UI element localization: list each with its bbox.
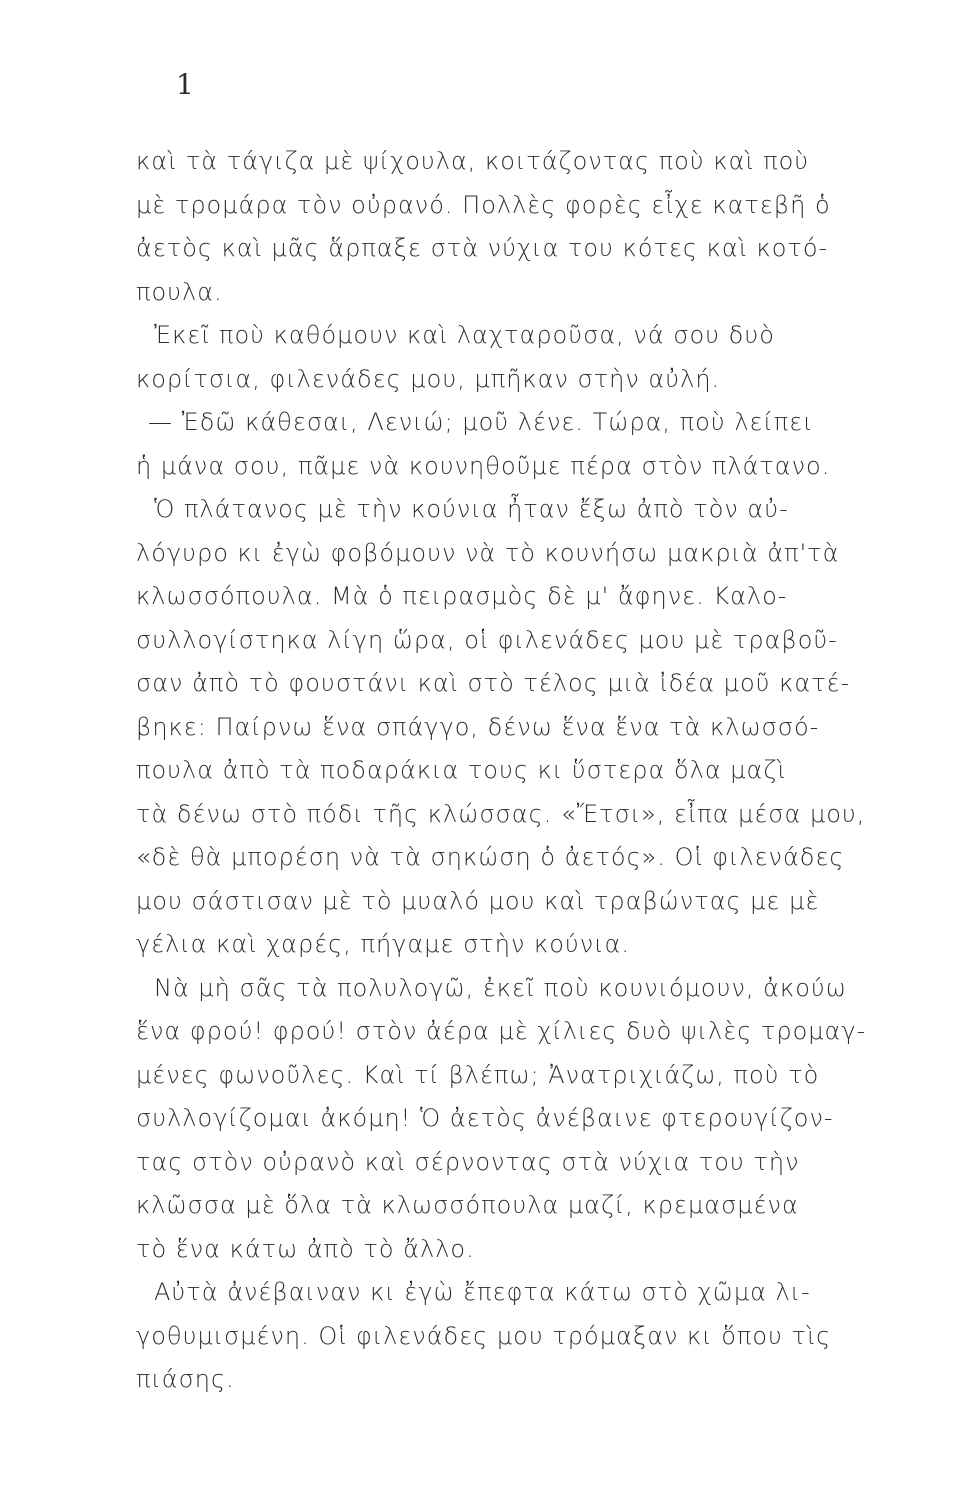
text-line: τας στὸν οὐρανὸ καὶ σέρνοντας στὰ νύχια του τὴν xyxy=(136,1147,800,1176)
text-line: συλλογίζομαι ἀκόμη! Ὁ ἀετὸς ἀνέβαινε φτερουγίζον- xyxy=(136,1104,834,1132)
text-line: Αὐτὰ ἀνέβαιναν κι ἐγὼ ἔπεφτα κάτω στὸ χῶμα λι- xyxy=(154,1278,811,1306)
text-line: ἡ μάνα σου, πᾶμε νὰ κουνηθοῦμε πέρα στὸν πλάτανο. xyxy=(136,451,831,480)
text-line: γέλια καὶ χαρές, πήγαμε στὴν κούνια. xyxy=(136,930,630,958)
text-line: κορίτσια, φιλενάδες μου, μπῆκαν στὴν αὐλή. xyxy=(136,364,721,393)
text-line: ἀετὸς καὶ μᾶς ἅρπαξε στὰ νύχια του κότες καὶ κοτό- xyxy=(136,234,829,262)
text-line: μὲ τρομάρα τὸν οὐρανό. Πολλὲς φορὲς εἶχε κατεβῆ ὁ xyxy=(136,190,831,219)
text-line: ἕνα φρού! φρού! στὸν ἀέρα μὲ χίλιες δυὸ ψιλὲς τρομαγ- xyxy=(136,1017,867,1045)
text-line: καὶ τὰ τάγιζα μὲ ψίχουλα, κοιτάζοντας ποὺ καὶ ποὺ xyxy=(136,147,810,175)
text-line: μένες φωνοῦλες. Καὶ τί βλέπω; Ἀνατριχιάζω, ποὺ τὸ xyxy=(136,1060,820,1089)
text-line: — Ἐδῶ κάθεσαι, Λενιώ; μοῦ λένε. Τώρα, ποὺ λείπει xyxy=(148,408,814,436)
text-line: λόγυρο κι ἐγὼ φοβόμουν νὰ τὸ κουνήσω μακριὰ ἀπ'τὰ xyxy=(136,538,840,567)
text-line: κλωσσόπουλα. Μὰ ὁ πειρασμὸς δὲ μ' ἄφηνε. Καλο- xyxy=(136,582,788,610)
text-line: βηκε: Παίρνω ἕνα σπάγγο, δένω ἕνα ἕνα τὰ κλωσσό- xyxy=(136,712,820,741)
text-line: πουλα. xyxy=(136,277,223,306)
text-line: «δὲ θὰ μπορέση νὰ τὰ σηκώση ὁ ἀετός». Οἱ φιλενάδες xyxy=(136,843,845,871)
text-line: τὸ ἕνα κάτω ἀπὸ τὸ ἄλλο. xyxy=(136,1234,475,1263)
text-line: σαν ἀπὸ τὸ φουστάνι καὶ στὸ τέλος μιὰ ἰδέα μοῦ κατέ- xyxy=(136,669,851,697)
text-line: Ἐκεῖ ποὺ καθόμουν καὶ λαχταροῦσα, νά σου δυὸ xyxy=(154,321,775,349)
text-line: μου σάστισαν μὲ τὸ μυαλό μου καὶ τραβώντας με μὲ xyxy=(136,886,820,915)
text-line: γοθυμισμένη. Οἱ φιλενάδες μου τρόμαξαν κι ὅπου τὶς xyxy=(136,1321,832,1350)
text-line: κλῶσσα μὲ ὅλα τὰ κλωσσόπουλα μαζί, κρεμασμένα xyxy=(136,1191,799,1219)
text-line: πιάσης. xyxy=(136,1365,235,1393)
body-text xyxy=(136,140,916,1402)
text-line: συλλογίστηκα λίγη ὥρα, οἱ φιλενάδες μου μὲ τραβοῦ- xyxy=(136,625,838,654)
text-line: πουλα ἀπὸ τὰ ποδαράκια τους κι ὕστερα ὅλα μαζὶ xyxy=(136,756,787,784)
page-number: 1 xyxy=(176,68,194,101)
text-line: τὰ δένω στὸ πόδι τῆς κλώσσας. «Ἔτσι», εἶπα μέσα μου, xyxy=(136,799,866,828)
text-line: Νὰ μὴ σᾶς τὰ πολυλογῶ, ἐκεῖ ποὺ κουνιόμουν, ἀκούω xyxy=(154,973,847,1002)
text-line: Ὁ πλάτανος μὲ τὴν κούνια ἦταν ἔξω ἀπὸ τὸν αὐ- xyxy=(154,495,789,523)
